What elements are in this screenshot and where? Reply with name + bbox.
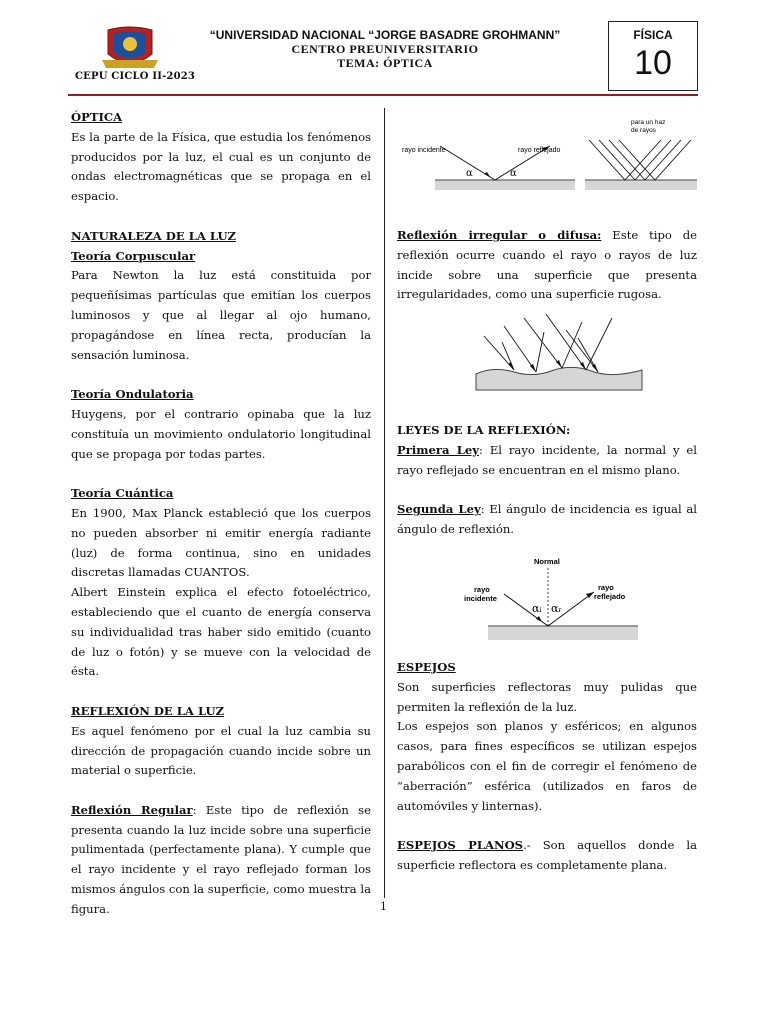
ley2-heading: Segunda Ley [397,502,481,517]
ondulatoria-heading: Teoría Ondulatoria [71,387,194,402]
cuantica-paragraph-1: En 1900, Max Planck estableció que los cuerpos no pueden absorber ni emitir energía radiante (luz) de forma continua, sino en unidades discretas llamadas CUANTOS. [71,505,371,580]
ondulatoria-paragraph: Huygens, por el contrario opinaba que la luz constituía un movimiento ondulatorio longitudinal que se propaga por todas partes. [71,406,371,461]
corpuscular-paragraph: Para Newton la luz está constituida por pequeñísimas partículas que emitían los cuerpos luminosos y que al llegar al ojo humano, propagándose en línea recta, producían la sensación luminosa. [71,268,371,362]
fig4-incident-label-1: rayo [474,585,490,594]
corpuscular-heading: Teoría Corpuscular [71,248,196,263]
ley1-paragraph [397,441,697,481]
regular-heading: Reflexión Regular [71,802,193,817]
right-column-laws [397,421,697,540]
right-column-upper [397,226,697,305]
page-header [0,0,768,100]
ley1-text: : El rayo incidente, la normal y el rayo reflejado se encuentran en el mismo plano. [397,442,697,477]
page-number: 1 [380,900,387,913]
irregular-text: Este tipo de reflexión ocurre cuando el rayo o rayos de luz incide sobre una superficie que presenta irregularidades, como una superficie rugosa. [397,228,697,302]
fig4-incidence-angle: αᵢ [532,602,542,615]
naturaleza-heading: NATURALEZA DE LA LUZ [71,228,237,243]
fig1-alpha-left: α [466,168,473,179]
cuantica-paragraph-2: Albert Einstein explica el efecto fotoeléctrico, estableciendo que el cuanto de energía conserva su individualidad tras haber sido emitido (cuanto de luz o fotón) y se mueve con la velocidad de ésta. [71,585,371,679]
fig4-reflection-angle: αᵣ [551,602,563,615]
fig4-reflected-label-2: reflejado [594,592,626,601]
fig1-alpha-right: α [510,168,517,179]
reflexion-heading: REFLEXIÓN DE LA LUZ [71,703,225,718]
subject-box [608,21,698,91]
header-titles [170,28,600,70]
optica-paragraph: Es la parte de la Física, que estudia los fenómenos producidos por la luz, el cual es un conjunto de ondas electromagnéticas que se propaga en el espacio. [71,129,371,204]
fig4-reflected-label-1: rayo [598,583,614,592]
irregular-paragraph [397,226,697,305]
regular-reflection-figure [400,136,575,196]
center-name: CENTRO PREUNIVERSITARIO [291,42,479,56]
fig4-normal-label: Normal [534,557,560,566]
university-name: “UNIVERSIDAD NACIONAL “JORGE BASADRE GROHMANN” [209,28,561,42]
fig1-reflected-label: rayo reflejado [518,147,561,154]
regular-text: : Este tipo de reflexión se presenta cuando la luz incide sobre una superficie pulimentada (perfectamente plana). Y cumple que el rayo incidente y el rayo reflejado forman los mismos ángulos con la superficie, como muestra la figura. [71,802,372,916]
planos-heading: ESPEJOS PLANOS [397,838,524,853]
fig2-caption-line2: de rayos [631,127,656,134]
planos-paragraph [397,836,697,876]
fig4-incident-label-2: incidente [464,594,497,603]
reflection-law-figure [460,554,640,644]
leyes-heading: LEYES DE LA REFLEXIÓN: [397,423,571,437]
unit-number: 10 [634,44,672,82]
optica-heading: ÓPTICA [71,110,123,124]
reflexion-paragraph: Es aquel fenómeno por el cual la luz cambia su dirección de propagación cuando incide sobre un material o superficie. [71,723,371,778]
topic-title: TEMA: ÓPTICA [337,56,433,70]
subject-label: FÍSICA [633,28,673,42]
fig1-incident-label: rayo incidente [402,147,446,154]
espejos-paragraph-1: Son superficies reflectoras muy pulidas que permiten la reflexión de la luz. [397,679,697,714]
right-column-mirrors [397,658,697,876]
espejos-paragraph-2: Los espejos son planos y esféricos; en algunos casos, para fines específicos se utilizan espejos parabólicos con el fin de corregir el fenómeno de “aberración” esférica (utilizados en faros de automóviles y linternas). [397,719,697,813]
planos-text: .- Son aquellos donde la superficie reflectora es completamente plana. [397,838,697,872]
cycle-label: CEPU CICLO II-2023 [75,71,196,82]
espejos-heading: ESPEJOS [397,660,456,674]
cuantica-heading: Teoría Cuántica [71,486,174,501]
regular-paragraph [71,801,371,920]
diffuse-reflection-figure [474,312,644,392]
header-divider [68,94,698,96]
fig2-caption-line1: para un haz [631,119,666,126]
university-logo [100,24,160,72]
ley2-paragraph [397,500,697,540]
ley2-text: : El ángulo de incidencia es igual al ángulo de reflexión. [397,502,698,536]
column-divider [384,108,385,898]
irregular-heading: Reflexión irregular o difusa: [397,228,602,242]
beam-reflection-figure [585,116,697,196]
left-column [71,108,371,920]
ley1-heading: Primera Ley [397,442,480,457]
